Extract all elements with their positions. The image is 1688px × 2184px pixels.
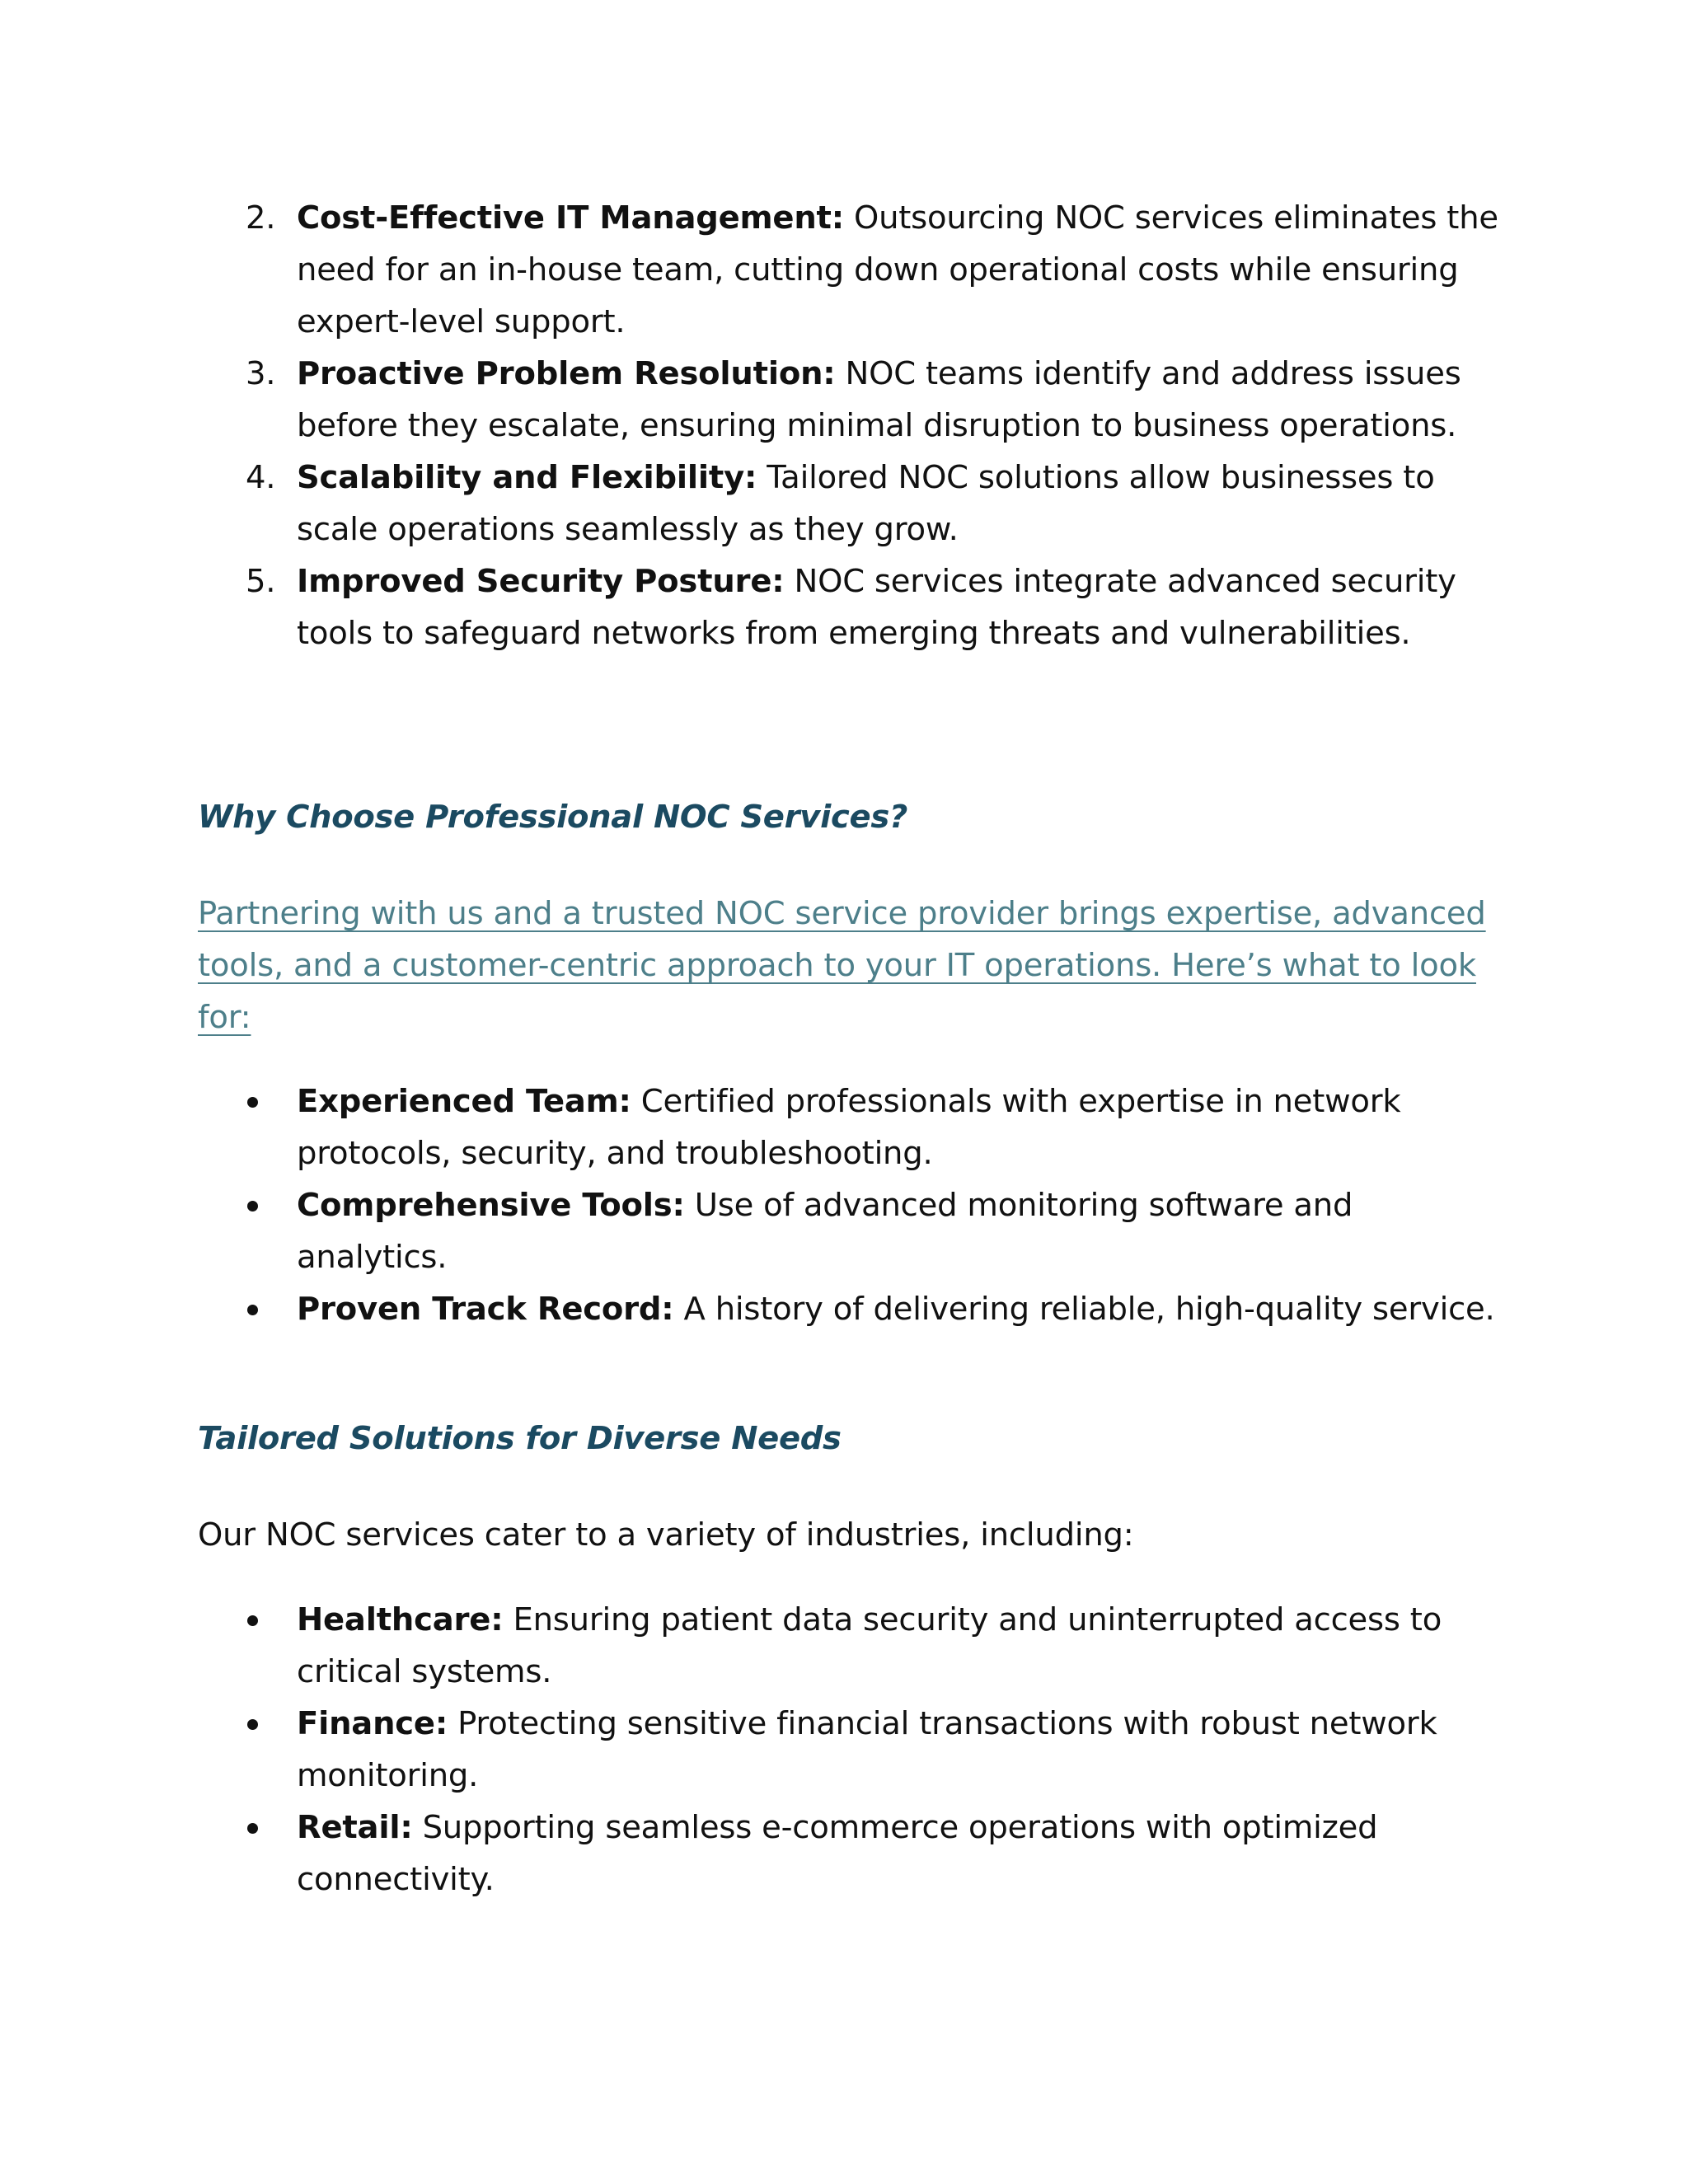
list-item-text: A history of delivering reliable, high-quality service. xyxy=(673,1291,1495,1328)
list-item xyxy=(198,192,1500,348)
tailored-intro-paragraph: Our NOC services cater to a variety of industries, including: xyxy=(198,1516,1134,1554)
list-item-lead: Healthcare: xyxy=(297,1601,504,1638)
list-item xyxy=(198,348,1500,452)
list-item xyxy=(198,1076,1500,1179)
benefits-numbered-list xyxy=(198,192,1500,659)
bullet-icon xyxy=(247,1823,258,1834)
list-number: 4. xyxy=(246,459,276,496)
list-item-lead: Retail: xyxy=(297,1809,413,1846)
list-item xyxy=(198,1802,1500,1905)
list-item-text: NOC services integrate advanced security tools to safeguard networks from emerging threats and vulnerabilities. xyxy=(297,563,1456,652)
why-choose-bullet-list xyxy=(198,1076,1500,1335)
list-item xyxy=(198,555,1500,659)
list-item-text: Certified professionals with expertise in network protocols, security, and troubleshooting. xyxy=(297,1083,1401,1172)
list-item-text: Protecting sensitive financial transactions with robust network monitoring. xyxy=(297,1705,1437,1794)
list-number: 2. xyxy=(246,199,276,237)
list-item-text: Ensuring patient data security and uninterrupted access to critical systems. xyxy=(297,1601,1442,1690)
list-number: 5. xyxy=(246,563,276,600)
bullet-icon xyxy=(247,1201,258,1212)
list-item-lead: Cost-Effective IT Management: xyxy=(297,199,844,237)
list-item xyxy=(198,1179,1500,1283)
list-item-lead: Scalability and Flexibility: xyxy=(297,459,757,496)
bullet-icon xyxy=(247,1097,258,1108)
list-item-text: Tailored NOC solutions allow businesses to scale operations seamlessly as they grow. xyxy=(297,459,1435,548)
partnering-link-paragraph[interactable] xyxy=(198,888,1500,1043)
section-heading-why-choose: Why Choose Professional NOC Services? xyxy=(198,799,907,836)
list-item-lead: Experienced Team: xyxy=(297,1083,631,1120)
list-item-text: Outsourcing NOC services eliminates the need for an in-house team, cutting down operational costs while ensuring expert-level support. xyxy=(297,199,1498,340)
industries-bullet-list xyxy=(198,1594,1500,1905)
list-item-lead: Proven Track Record: xyxy=(297,1291,674,1328)
list-item-text: Supporting seamless e-commerce operations with optimized connectivity. xyxy=(297,1809,1378,1898)
section-heading-tailored-solutions: Tailored Solutions for Diverse Needs xyxy=(198,1420,842,1457)
list-item-lead: Improved Security Posture: xyxy=(297,563,785,600)
list-item xyxy=(198,452,1500,555)
list-item xyxy=(198,1594,1500,1698)
list-item-text: Use of advanced monitoring software and analytics. xyxy=(297,1187,1353,1276)
list-item xyxy=(198,1698,1500,1802)
bullet-icon xyxy=(247,1615,258,1626)
bullet-icon xyxy=(247,1719,258,1730)
list-item-lead: Comprehensive Tools: xyxy=(297,1187,685,1224)
list-item xyxy=(198,1283,1500,1335)
partnering-link[interactable]: Partnering with us and a trusted NOC service provider brings expertise, advanced tools, and a customer-centric approach to your IT operations. Here’s what to look for: xyxy=(198,895,1486,1036)
bullet-icon xyxy=(247,1305,258,1315)
list-item-lead: Finance: xyxy=(297,1705,448,1742)
list-item-lead: Proactive Problem Resolution: xyxy=(297,355,836,392)
list-item-text: NOC teams identify and address issues before they escalate, ensuring minimal disruption to business operations. xyxy=(297,355,1461,444)
list-number: 3. xyxy=(246,355,276,392)
